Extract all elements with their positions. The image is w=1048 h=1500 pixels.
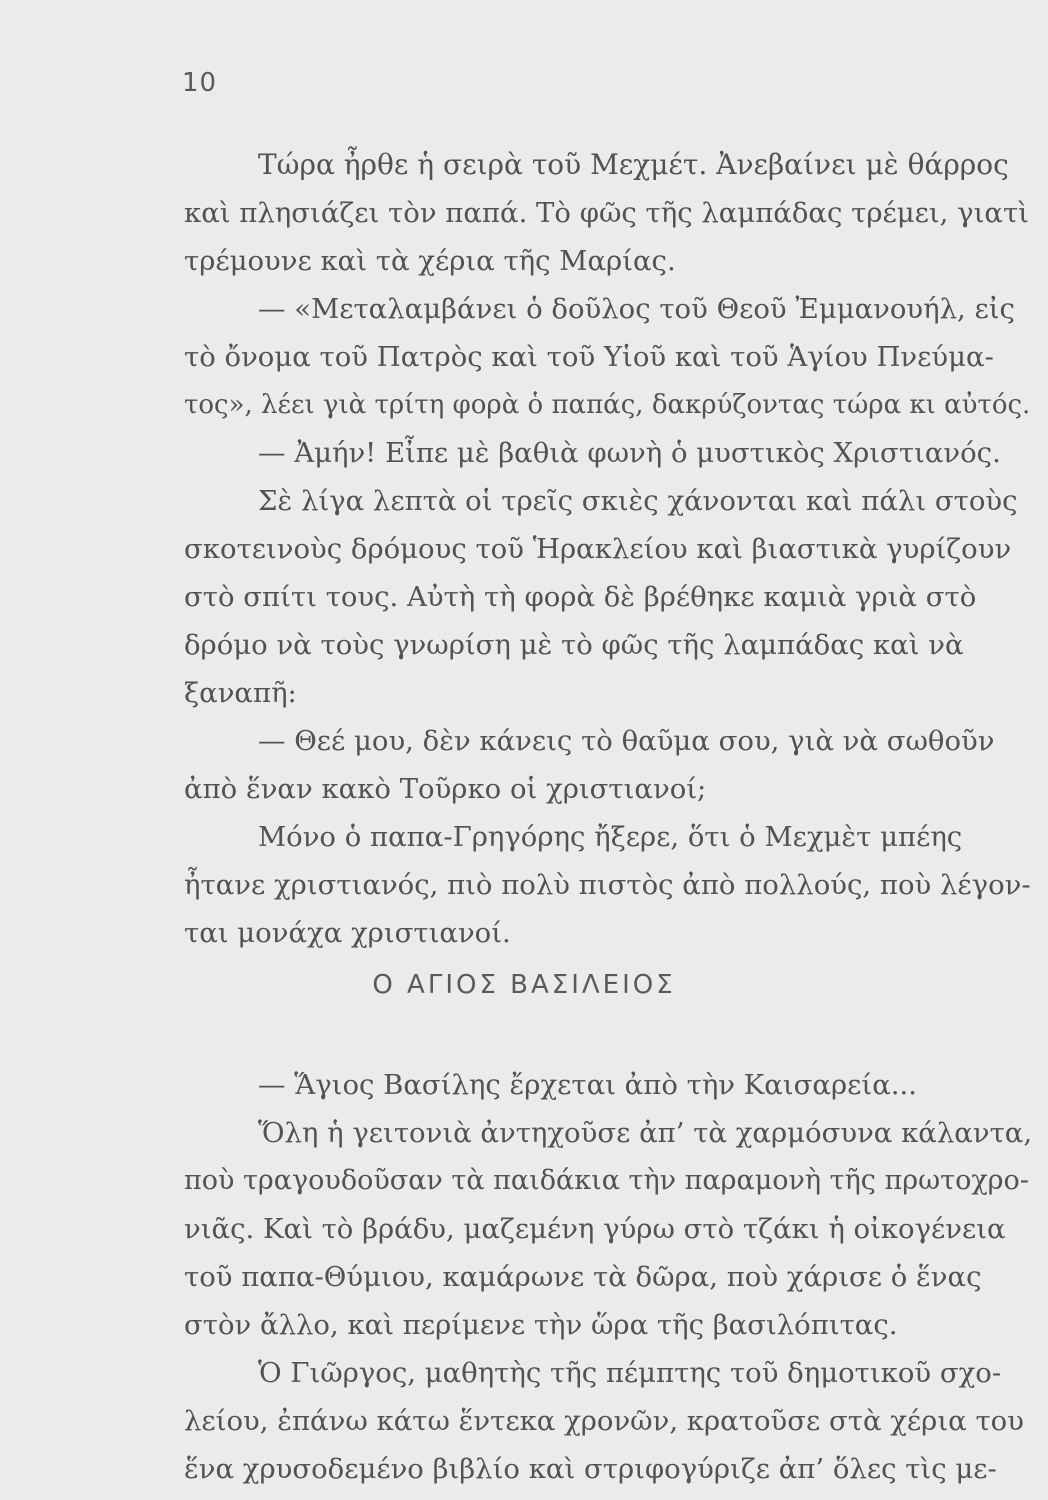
text-line: λείου, ἐπάνω κάτω ἕντεκα χρονῶν, κρατοῦσε στὰ χέρια του — [184, 1405, 1024, 1437]
text-line: ται μονάχα χριστιανοί. — [184, 917, 511, 949]
text-line: καὶ πλησιάζει τὸν παπά. Τὸ φῶς τῆς λαμπάδας τρέμει, γιατὶ — [184, 197, 1029, 229]
text-line: Σὲ λίγα λεπτὰ οἱ τρεῖς σκιὲς χάνονται καὶ πάλι στοὺς — [258, 485, 1018, 517]
section-heading: Ο ΑΓΙΟΣ ΒΑΣΙΛΕΙΟΣ — [372, 970, 676, 1000]
text-line: Τώρα ἦρθε ἡ σειρὰ τοῦ Μεχμέτ. Ἀνεβαίνει μὲ θάρρος — [258, 148, 1009, 181]
text-line: στὸν ἄλλο, καὶ περίμενε τὴν ὥρα τῆς βασιλόπιτας. — [184, 1309, 898, 1341]
text-line: σκοτεινοὺς δρόμους τοῦ Ἡρακλείου καὶ βιαστικὰ γυρίζουν — [184, 533, 1012, 565]
text-line: Μόνο ὁ παπα-Γρηγόρης ἤξερε, ὅτι ὁ Μεχμὲτ μπέης — [258, 821, 963, 853]
text-line: ξαναπῆ: — [184, 677, 297, 709]
text-line: ἕνα χρυσοδεμένο βιβλίο καὶ στριφογύριζε ἀπ’ ὅλες τὶς με- — [184, 1453, 997, 1485]
text-line: νιᾶς. Καὶ τὸ βράδυ, μαζεμένη γύρω στὸ τζάκι ἡ οἰκογένεια — [184, 1213, 1006, 1245]
text-line: τοῦ παπα-Θύμιου, καμάρωνε τὰ δῶρα, ποὺ χάρισε ὁ ἕνας — [184, 1261, 982, 1293]
page-number: 10 — [182, 68, 218, 98]
text-line: — «Μεταλαμβάνει ὁ δοῦλος τοῦ Θεοῦ Ἐμμανουήλ, εἰς — [258, 293, 1015, 325]
text-line: ἀπὸ ἕναν κακὸ Τοῦρκο οἱ χριστιανοί; — [184, 773, 707, 805]
text-line: ἦτανε χριστιανός, πιὸ πολὺ πιστὸς ἀπὸ πολλούς, ποὺ λέγον- — [184, 869, 1031, 901]
text-line: — Θεέ μου, δὲν κάνεις τὸ θαῦμα σου, γιὰ νὰ σωθοῦν — [258, 725, 995, 757]
text-line: τος», λέει γιὰ τρίτη φορὰ ὁ παπάς, δακρύζοντας τώρα κι αὐτός. — [184, 390, 1031, 420]
text-line: — Ἅγιος Βασίλης ἔρχεται ἀπὸ τὴν Καισαρεία... — [258, 1069, 917, 1101]
text-line: στὸ σπίτι τους. Αὐτὴ τὴ φορὰ δὲ βρέθηκε καμιὰ γριὰ στὸ — [184, 581, 977, 613]
text-line: Ὅλη ἡ γειτονιὰ ἀντηχοῦσε ἀπ’ τὰ χαρμόσυνα κάλαντα, — [258, 1117, 1033, 1149]
text-line: ποὺ τραγουδοῦσαν τὰ παιδάκια τὴν παραμονὴ τῆς πρωτοχρο- — [184, 1165, 1029, 1196]
text-line: τρέμουνε καὶ τὰ χέρια τῆς Μαρίας. — [184, 245, 676, 277]
text-line: — Ἀμήν! Εἶπε μὲ βαθιὰ φωνὴ ὁ μυστικὸς Χριστιανός. — [258, 437, 1001, 469]
text-line: τὸ ὄνομα τοῦ Πατρὸς καὶ τοῦ Υἱοῦ καὶ τοῦ Ἁγίου Πνεύμα- — [184, 341, 994, 373]
text-line: δρόμο νὰ τοὺς γνωρίση μὲ τὸ φῶς τῆς λαμπάδας καὶ νὰ — [184, 629, 964, 661]
text-line: Ὁ Γιῶργος, μαθητὴς τῆς πέμπτης τοῦ δημοτικοῦ σχο- — [258, 1357, 1002, 1389]
